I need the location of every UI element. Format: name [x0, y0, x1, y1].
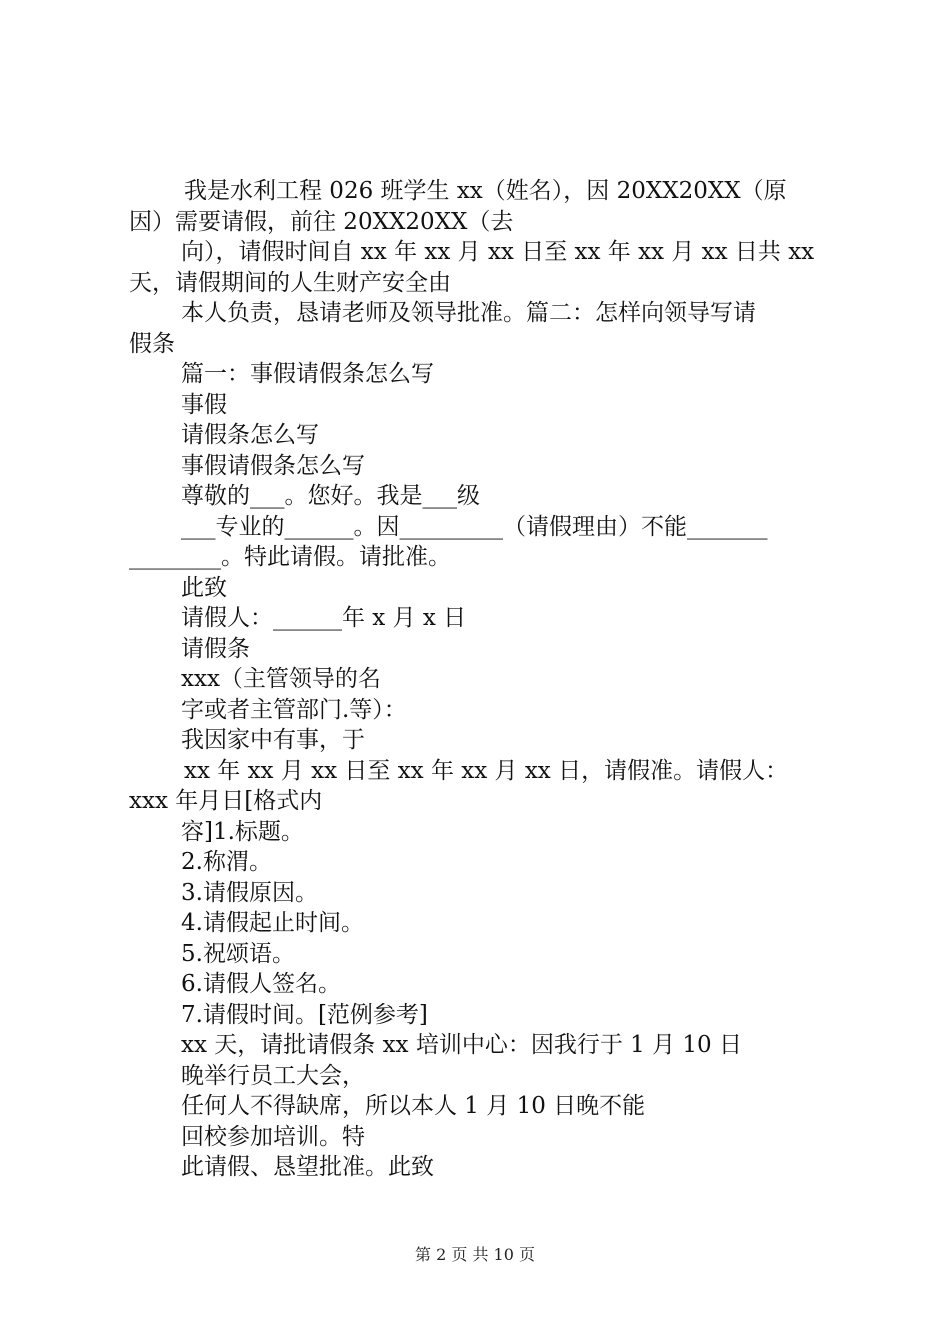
text-line: 天，请假期间的人生财产安全由 [129, 269, 451, 296]
text-line: 7.请假时间。[范例参考] [181, 1001, 428, 1028]
text-line: 向），请假时间自 xx 年 xx 月 xx 日至 xx 年 xx 月 xx 日共 xx [181, 239, 815, 265]
text-line: 事假请假条怎么写 [181, 452, 365, 479]
text-line: 我因家中有事，于 [181, 727, 365, 753]
text-line: 尊敬的___。您好。我是___级 [181, 483, 480, 509]
text-line: 3.请假原因。 [181, 879, 318, 906]
text-line: 回校参加培训。特 [181, 1123, 365, 1150]
text-line: 晚举行员工大会， [181, 1062, 365, 1089]
text-line: 篇一：事假请假条怎么写 [181, 361, 434, 387]
text-line: xx 年 xx 月 xx 日至 xx 年 xx 月 xx 日，请假准。请假人： [184, 757, 789, 784]
text-line: 容]1.标题。 [181, 818, 304, 845]
text-line: 5.祝颂语。 [181, 940, 295, 967]
text-line: 假条 [129, 330, 175, 357]
text-line: 本人负责，恳请老师及领导批准。篇二：怎样向领导写请 [181, 300, 756, 326]
text-line: xx 天，请批请假条 xx 培训中心：因我行于 1 月 10 日 [181, 1032, 742, 1058]
text-line: xxx 年月日[格式内 [129, 788, 323, 814]
page-number-footer: 第 2 页 共 10 页 [415, 1245, 535, 1264]
text-line: xxx（主管领导的名 [181, 666, 381, 692]
text-line: 请假条 [181, 635, 250, 662]
text-line: 此请假、恳望批准。此致 [181, 1154, 434, 1180]
text-line: 6.请假人签名。 [181, 971, 341, 997]
text-line: 我是水利工程 026 班学生 xx（姓名），因 20XX20XX（原 [184, 178, 787, 204]
text-line: 字或者主管部门.等）： [181, 696, 407, 723]
text-line: 请假人：______年 x 月 x 日 [181, 605, 467, 631]
text-line: 请假条怎么写 [181, 422, 319, 448]
text-line: 任何人不得缺席，所以本人 1 月 10 日晚不能 [181, 1093, 646, 1119]
text-line: ___专业的______。因_________（请假理由）不能_______ [181, 513, 768, 540]
text-line: 4.请假起止时间。 [181, 910, 364, 936]
text-line: ________。特此请假。请批准。 [129, 544, 451, 570]
text-line: 此致 [181, 574, 227, 601]
text-line: 因）需要请假，前往 20XX20XX（去 [129, 208, 514, 235]
text-line: 2.称渭。 [181, 849, 272, 875]
document-body [129, 176, 834, 1183]
text-line: 事假 [181, 391, 227, 418]
